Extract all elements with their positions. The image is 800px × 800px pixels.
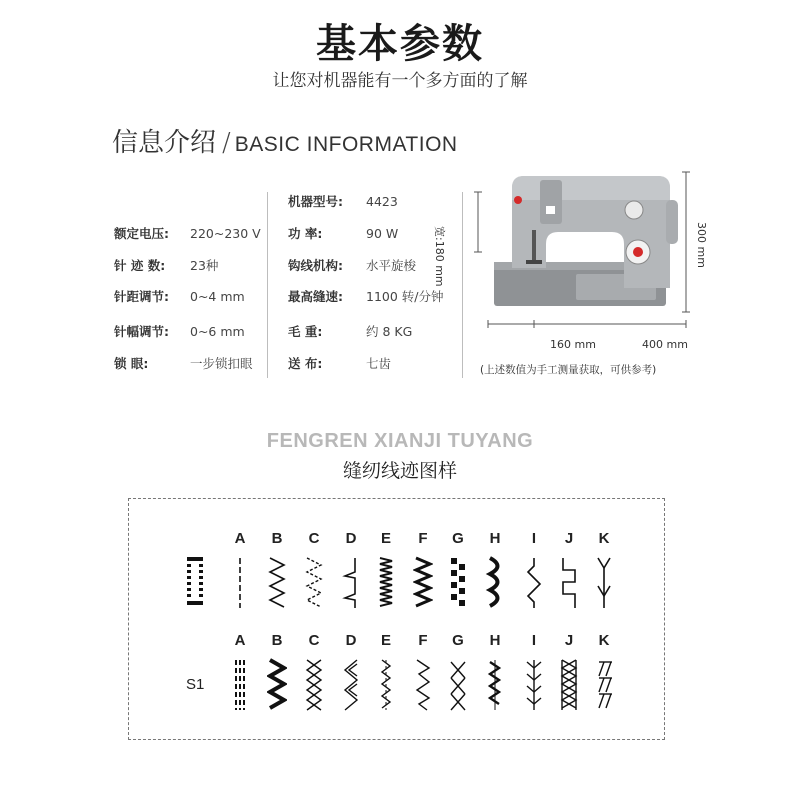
stitch-letter: I	[531, 530, 537, 547]
spec-label: 钩线机构:	[288, 258, 343, 273]
stitch-letter: F	[418, 530, 428, 547]
stitch-pattern-overlock	[413, 556, 433, 610]
stitch-row2-label: S1	[186, 676, 205, 693]
stitch-letter: E	[380, 632, 391, 649]
spec-value: 一步锁扣眼	[190, 356, 253, 371]
stitch-letter: F	[418, 632, 428, 649]
stitch-letter: H	[489, 530, 501, 547]
measurement-note: (上述数值为手工测量获取，可供参考)	[480, 364, 657, 376]
spec-label: 针距调节:	[114, 289, 169, 304]
stitch-pattern-satin	[376, 556, 396, 610]
stitch-pattern-blind-hem	[341, 556, 361, 610]
stitch-pattern-slant-overlock	[594, 658, 614, 712]
spec-value: 1100 转/分钟	[366, 289, 444, 304]
stitch-pattern-honeycomb	[341, 658, 361, 712]
stitch-pattern-zigzag	[267, 556, 287, 610]
stitch-pattern-checker	[448, 556, 468, 610]
sewing-machine-image	[488, 170, 688, 330]
spec-value: 七齿	[366, 356, 392, 371]
stitch-pattern-multi-zigzag	[304, 556, 324, 610]
spec-label: 针幅调节:	[114, 324, 169, 339]
stitch-pattern-double-overlock	[376, 658, 396, 712]
stitch-letter: A	[234, 530, 246, 547]
stitch-pattern-square-wave	[559, 556, 579, 610]
spec-label: 最高缝速:	[288, 289, 343, 304]
stitch-letter: H	[489, 632, 501, 649]
spec-value: 0~6 mm	[190, 324, 245, 339]
spec-value: 90 W	[366, 226, 399, 241]
stitch-pattern-cross	[304, 658, 324, 712]
stitch-letter: B	[271, 632, 283, 649]
stitch-pattern-triple-zigzag	[267, 658, 287, 712]
stitch-letter: I	[531, 632, 537, 649]
info-title-cn: 信息介绍	[112, 128, 217, 158]
stitch-letter: K	[598, 530, 610, 547]
stitch-letter: C	[308, 632, 320, 649]
spec-label: 锁 眼:	[114, 356, 149, 371]
spec-label: 送 布:	[288, 356, 323, 371]
buttonhole-stitch-icon	[186, 556, 204, 606]
stitch-letter: G	[452, 530, 464, 547]
stitch-letter: J	[564, 530, 574, 547]
page-subtitle: 让您对机器能有一个多方面的了解	[272, 71, 528, 91]
stitch-pattern-ladder-zigzag	[559, 658, 579, 712]
stitch-pattern-herringbone	[524, 658, 544, 712]
spec-label: 针 迹 数:	[114, 258, 166, 273]
dim-depth-label: 160 mm	[550, 338, 596, 351]
spec-divider-left	[267, 192, 268, 378]
stitch-pattern-arrow	[594, 556, 614, 610]
spec-divider-right	[462, 192, 463, 378]
stitch-letter: D	[345, 530, 357, 547]
spec-label: 功 率:	[288, 226, 323, 241]
stitch-letter: E	[380, 530, 391, 547]
stitch-letter: B	[271, 530, 283, 547]
stitch-letter: J	[564, 632, 574, 649]
stitch-pattern-triple-straight	[230, 658, 250, 712]
stitch-pattern-serpentine	[413, 658, 433, 712]
stitch-letter: D	[345, 632, 357, 649]
stitch-letter: G	[452, 632, 464, 649]
spec-value: 0~4 mm	[190, 289, 245, 304]
dim-height-label: 300 mm	[695, 222, 708, 268]
info-title-slash: /	[222, 128, 231, 158]
stitch-pattern-rickrack	[485, 658, 505, 712]
spec-value: 4423	[366, 194, 398, 209]
spec-value: 220~230 V	[190, 226, 261, 241]
spec-label: 机器型号:	[288, 194, 343, 209]
stitch-letter: K	[598, 632, 610, 649]
dim-width-label: 宽:180 mm	[433, 226, 446, 287]
page-title: 基本参数	[316, 21, 484, 67]
spec-value: 23种	[190, 258, 219, 273]
stitch-pattern-panel	[128, 498, 665, 740]
stitch-section-title: 缝纫线迹图样	[342, 460, 457, 482]
stitch-pattern-elastic-cross	[448, 658, 468, 712]
stitch-pattern-feather	[524, 556, 544, 610]
spec-value: 水平旋梭	[366, 258, 417, 273]
stitch-pattern-straight	[230, 556, 250, 610]
dim-length-label: 400 mm	[642, 338, 688, 351]
info-title-en: BASIC INFORMATION	[234, 133, 458, 156]
spec-label: 毛 重:	[288, 324, 323, 339]
info-heading	[112, 122, 458, 159]
spec-label: 额定电压:	[114, 226, 169, 241]
stitch-section-en: FENGREN XIANJI TUYANG	[266, 430, 534, 452]
stitch-pattern-scallop	[485, 556, 505, 610]
stitch-letter: C	[308, 530, 320, 547]
spec-value: 约 8 KG	[366, 324, 413, 339]
stitch-letter: A	[234, 632, 246, 649]
